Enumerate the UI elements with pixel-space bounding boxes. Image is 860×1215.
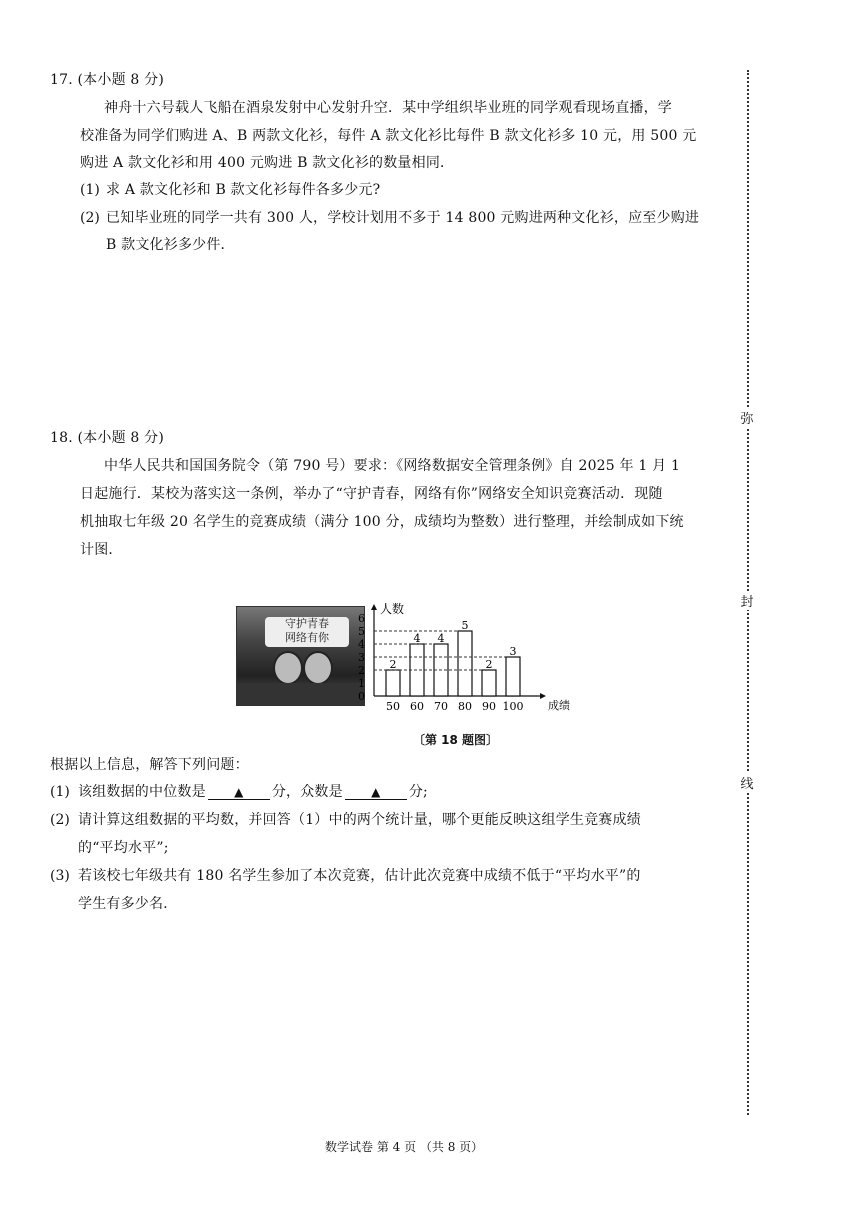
- q18-para-line-1: 中华人民共和国国务院令（第 790 号）要求：《网络数据安全管理条例》自 2025 年 1 月 1: [104, 458, 681, 474]
- q18-para-line-3: 机抽取七年级 20 名学生的竞赛成绩（满分 100 分，成绩均为整数）进行整理，并绘制成如下统: [80, 514, 684, 530]
- q18-sub3-line-1: 若该校七年级共有 180 名学生参加了本次竞赛，估计此次竞赛中成绩不低于“平均水平”的: [78, 868, 641, 884]
- x-tick-label: 80: [458, 700, 472, 713]
- bar-value-label: 2: [389, 658, 397, 671]
- q18-sub3-line-2: 学生有多少名．: [78, 896, 178, 912]
- q17-sub2-line-1: 已知毕业班的同学一共有 300 人，学校计划用不多于 14 800 元购进两种文化衫，应至少购进: [106, 210, 700, 226]
- seal-char-3: 线: [738, 773, 756, 792]
- q18-sub2-label: (2): [50, 812, 70, 828]
- median-answer-blank[interactable]: ▲: [208, 785, 270, 800]
- q17-sub1-text: 求 A 款文化衫和 B 款文化衫每件各多少元?: [106, 182, 381, 198]
- y-axis-title: 人数: [380, 602, 405, 616]
- q18-sub1-text-b: 分，众数是: [271, 784, 343, 800]
- q17-para-line-3: 购进 A 款文化衫和用 400 元购进 B 款文化衫的数量相同．: [80, 155, 455, 171]
- child-figure-right: [303, 651, 333, 685]
- x-tick-label: 70: [434, 700, 448, 713]
- q18-sub1-label: (1): [50, 784, 70, 800]
- score-bar-chart: [352, 594, 582, 718]
- y-tick-label: 2: [358, 664, 365, 677]
- bar-value-label: 5: [461, 619, 469, 632]
- y-tick-label: 6: [358, 612, 365, 625]
- q18-sub1-line: [78, 782, 428, 802]
- y-tick-label: 3: [358, 651, 365, 664]
- q17-para-line-1: 神舟十六号载人飞船在酒泉发射中心发射升空．某中学组织毕业班的同学观看现场直播，学: [104, 100, 672, 116]
- x-axis-arrow: [540, 693, 546, 699]
- q18-header: 18. (本小题 8 分): [50, 430, 165, 446]
- q17-sub2-label: (2): [80, 210, 100, 226]
- q17-para-line-2: 校准备为同学们购进 A、B 两款文化衫，每件 A 款文化衫比每件 B 款文化衫多 10 元，用 500 元: [80, 128, 697, 144]
- bar-value-label: 4: [437, 632, 445, 645]
- x-axis-title: 成绩: [548, 699, 570, 712]
- figure-caption: 〔第 18 题图〕: [413, 733, 499, 747]
- x-tick-label: 100: [502, 700, 524, 713]
- q18-para-line-4: 计图．: [80, 542, 123, 558]
- q18-sub3-label: (3): [50, 868, 70, 884]
- campaign-photo: [236, 606, 365, 706]
- q18-para-line-2: 日起施行．某校为落实这一条例，举办了“守护青春，网络有你”网络安全知识竞赛活动．现随: [80, 486, 663, 502]
- y-tick-label: 4: [358, 638, 365, 651]
- q18-sub2-line-1: 请计算这组数据的平均数，并回答（1）中的两个统计量，哪个更能反映这组学生竞赛成绩: [78, 812, 641, 828]
- bar-value-label: 4: [413, 632, 421, 645]
- x-tick-label: 90: [482, 700, 496, 713]
- q18-sub1-text-c: 分;: [408, 784, 428, 800]
- x-tick-label: 60: [410, 700, 424, 713]
- bar: [506, 657, 520, 696]
- seal-char-2: 封: [738, 591, 756, 610]
- x-tick-label: 50: [386, 700, 400, 713]
- q18-sub1-text-a: 该组数据的中位数是: [78, 784, 206, 800]
- bar-value-label: 2: [485, 658, 493, 671]
- y-axis-arrow: [371, 604, 377, 610]
- y-tick-label: 5: [358, 625, 365, 638]
- photo-banner: 守护青春 网络有你: [265, 617, 349, 647]
- q18-intro: 根据以上信息，解答下列问题：: [50, 757, 249, 773]
- photo-road: [237, 683, 364, 705]
- y-tick-label: 1: [358, 677, 365, 690]
- bar-value-label: 3: [509, 645, 517, 658]
- page-footer: 数学试卷 第 4 页 （共 8 页）: [325, 1140, 484, 1154]
- q18-sub2-line-2: 的“平均水平”;: [78, 840, 169, 856]
- y-tick-label: 0: [358, 690, 365, 703]
- bar: [482, 670, 496, 696]
- seal-char-1: 弥: [738, 408, 756, 427]
- bar: [386, 670, 400, 696]
- q17-sub1-label: (1): [80, 182, 100, 198]
- q17-header: 17. (本小题 8 分): [50, 72, 165, 88]
- mode-answer-blank[interactable]: ▲: [345, 785, 407, 800]
- q17-sub2-line-2: B 款文化衫多少件．: [106, 237, 235, 253]
- bar: [458, 631, 472, 696]
- child-figure-left: [273, 651, 303, 685]
